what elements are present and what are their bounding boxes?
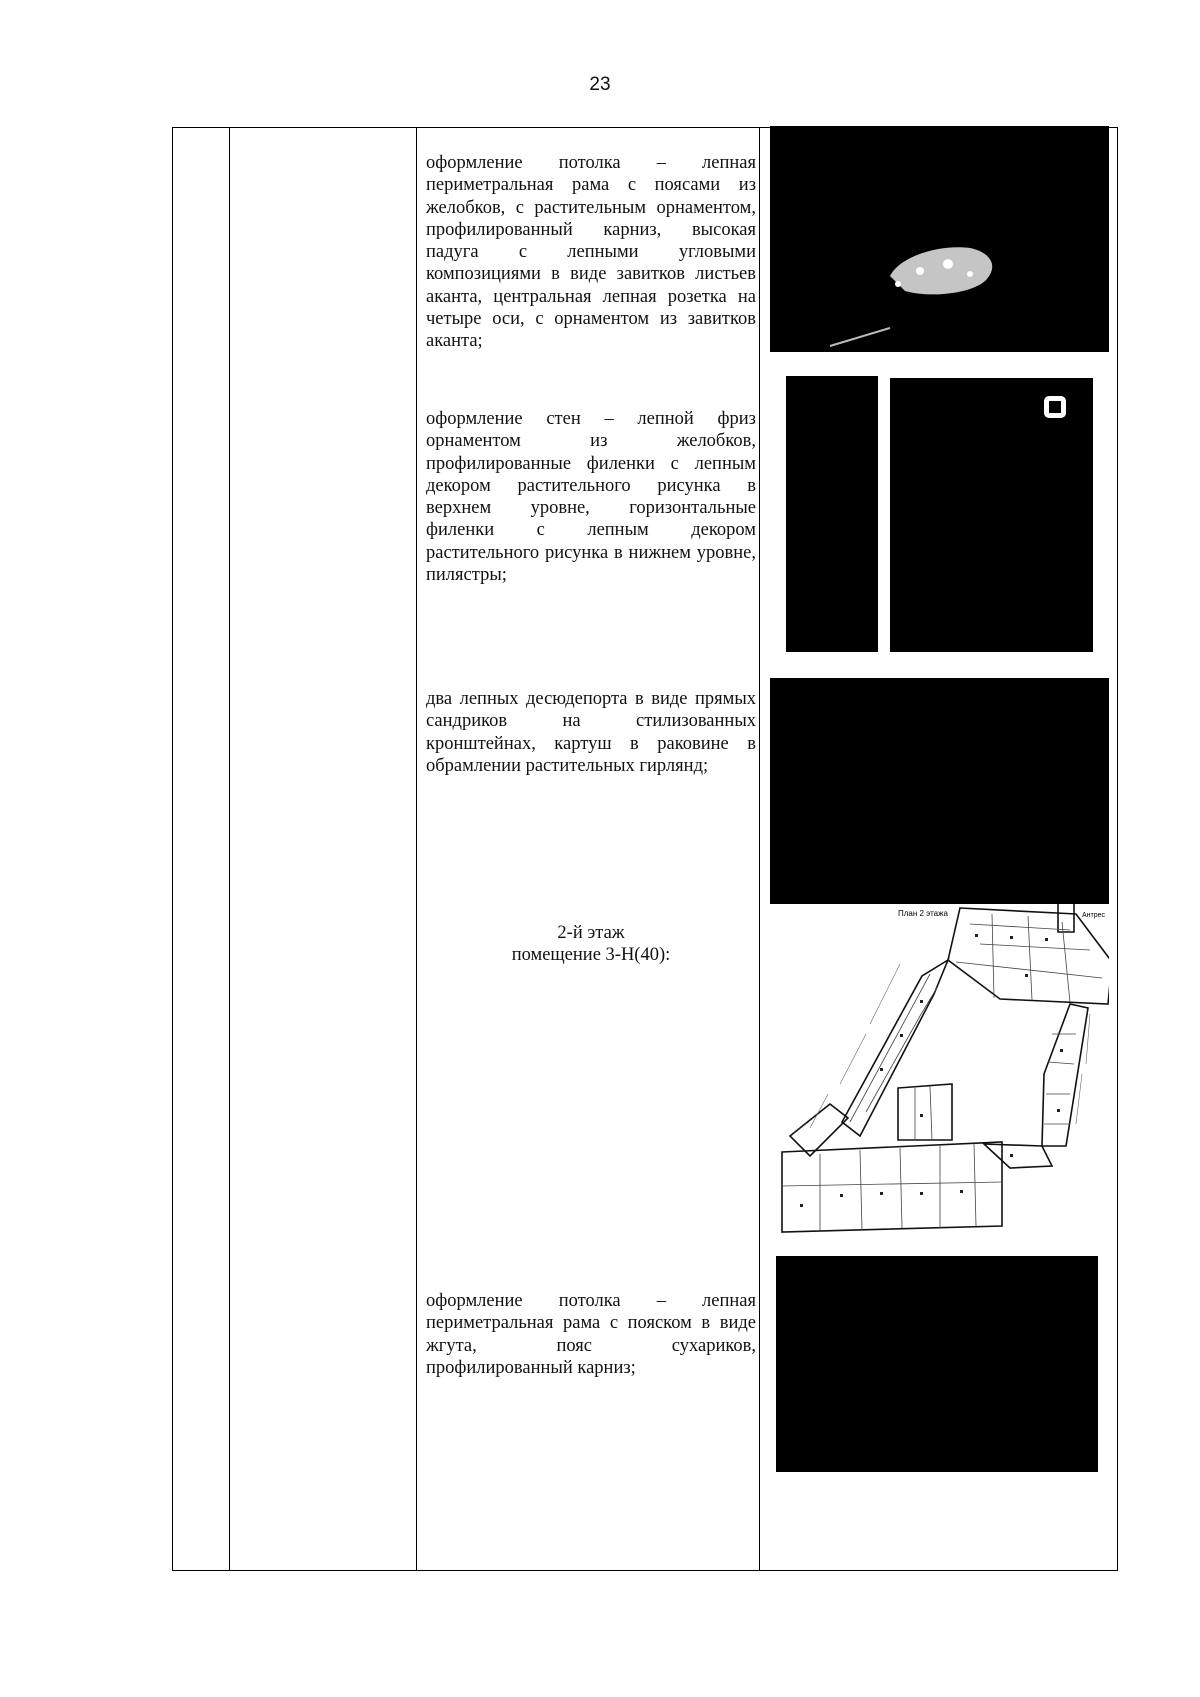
- floor-label: 2-й этаж: [557, 923, 625, 943]
- ceiling-photo: [770, 126, 1109, 352]
- ceiling-description-1: оформление потолка – лепная периметральная рама с поясами из желобков, с растительным орнаментом, профилированный карниз, высокая падуга с лепными угловыми композициями в виде завитков листьев аканта, центральная лепная розетка на четыре оси, с орнаментом из завитков аканта;: [426, 153, 756, 352]
- ceiling-photo-2: [776, 1256, 1098, 1472]
- floor-heading: [426, 922, 756, 967]
- column-divider-2: [416, 128, 417, 1570]
- sopraporte-description: два лепных десюдепорта в виде прямых сандриков на стилизованных кронштейнах, картуш в раковине в обрамлении растительных гирлянд;: [426, 689, 756, 776]
- wall-photo-right: [890, 378, 1093, 652]
- floor-plan-drawing: [770, 904, 1109, 1236]
- sopraporte-photo: [770, 678, 1109, 904]
- wall-photo-left: [786, 376, 878, 652]
- wall-fixture-highlight: [890, 378, 1093, 652]
- floor-plan-title: План 2 этажа: [898, 909, 948, 918]
- room-label: помещение 3-Н(40):: [511, 945, 671, 966]
- walls-description: оформление стен – лепной фриз орнаментом из желобков, профилированные филенки с лепным декором растительного рисунка в верхнем уровне, горизонтальные филенки с лепным декором растительного рисунка в нижнем уровне, пилястры;: [426, 409, 756, 586]
- ceiling-rosette-highlight: [770, 126, 1109, 352]
- page-number: 23: [589, 74, 611, 95]
- ceiling-description-2: оформление потолка – лепная периметральная рама с пояском в виде жгута, пояс сухариков, профилированный карниз;: [426, 1291, 756, 1378]
- floor-plan-figure: [770, 904, 1109, 1236]
- floor-plan-corner-label: Антрес: [1082, 912, 1106, 919]
- column-divider-1: [229, 128, 230, 1570]
- column-divider-3: [759, 128, 760, 1570]
